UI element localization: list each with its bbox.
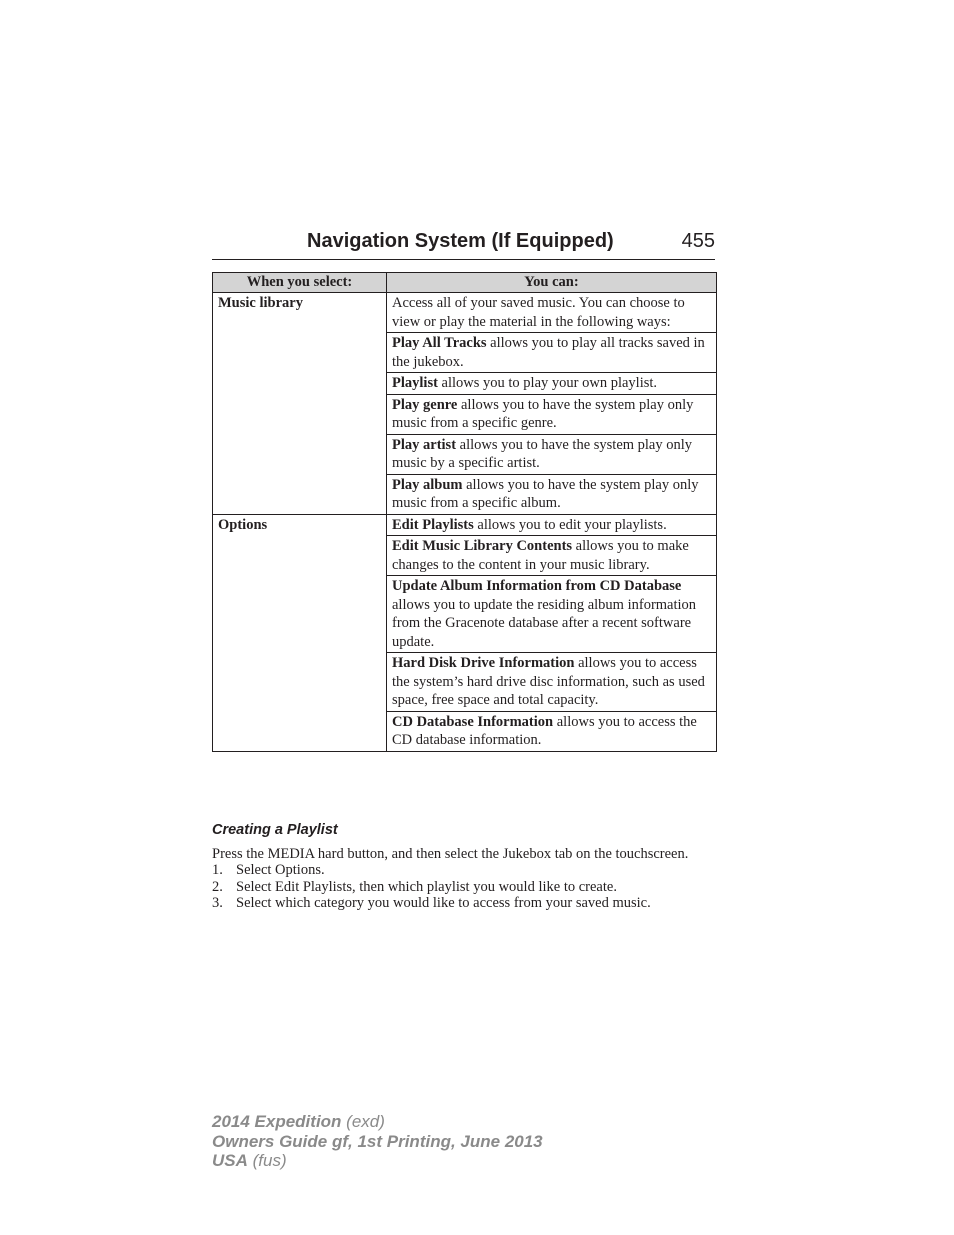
step-number: 2. [212,878,223,895]
feature-name: Edit Playlists [392,516,474,533]
footer-market: USA [212,1151,248,1170]
footer-model-code: (exd) [341,1112,385,1131]
description-text: allows you to have the system play only music by a specific artist. [392,436,693,471]
description-cell [387,333,717,373]
footer-printing: Owners Guide gf, 1st Printing, June 2013 [212,1131,543,1151]
description-text: allows you to make changes to the content in your music library. [392,538,689,573]
selection-cell: Music library [213,293,387,515]
footer-line [212,1151,543,1171]
page-number: 455 [681,230,715,252]
description-text: allows you to have the system play only music from a specific album. [392,476,699,511]
column-header: When you select: [213,273,387,293]
feature-name: Play genre [392,396,458,413]
feature-name: Play artist [392,436,457,453]
feature-name: Hard Disk Drive Information [392,655,575,671]
step-text: Select which category you would like to access from your saved music. [236,894,651,911]
step-number: 3. [212,894,223,911]
description-cell [387,514,717,536]
description-cell [387,394,717,434]
description-cell [387,711,717,751]
feature-name: Edit Music Library Contents [392,538,573,554]
description-text: allows you to update the residing album information from the Gracenote database after a recent software update. [392,596,697,650]
table-row [213,293,717,333]
description-text: allows you to play your own playlist. [437,375,658,391]
steps-list [212,862,716,911]
page-title: Navigation System (If Equipped) [307,230,614,252]
table-row [213,514,717,536]
footer-line [212,1112,543,1132]
footer-model: 2014 Expedition [212,1112,342,1131]
description-cell [387,653,717,712]
column-header: You can: [387,273,717,293]
description-cell [387,474,717,514]
footer-line [212,1132,543,1152]
description-text: allows you to have the system play only music from a specific genre. [392,396,694,431]
list-item [212,862,716,878]
feature-name: Playlist [392,375,438,391]
description-cell [387,576,717,653]
step-number: 1. [212,862,223,879]
description-text: allows you to edit your playlists. [473,516,667,533]
list-item [212,895,716,911]
step-text: Select Edit Playlists, then which playlist you would like to create. [236,878,617,895]
page-footer [212,1112,543,1171]
footer-market-code: (fus) [247,1151,287,1170]
page-header [212,229,715,260]
description-cell [387,293,717,333]
description-cell [387,434,717,474]
feature-name: Update Album Information from CD Database [392,578,682,594]
description-cell [387,536,717,576]
description-text: allows you to access the CD database information. [392,713,697,748]
feature-name: CD Database Information [392,713,554,730]
description-text: allows you to play all tracks saved in the jukebox. [392,335,705,370]
intro-paragraph: Press the MEDIA hard button, and then select the Jukebox tab on the touchscreen. [212,846,689,862]
feature-name: Play album [392,476,463,493]
step-text: Select Options. [236,862,325,879]
section-body [212,846,716,911]
selection-cell: Options [213,514,387,751]
description-text: Access all of your saved music. You can choose to view or play the material in the following ways: [392,295,685,330]
description-cell [387,373,717,395]
media-options-table [212,272,717,752]
table-header-row [213,273,717,293]
feature-name: Play All Tracks [392,335,487,351]
section-heading: Creating a Playlist [212,822,338,838]
description-text: allows you to access the system’s hard drive disc information, such as used space, free space and total capacity. [392,655,705,708]
list-item [212,879,716,895]
